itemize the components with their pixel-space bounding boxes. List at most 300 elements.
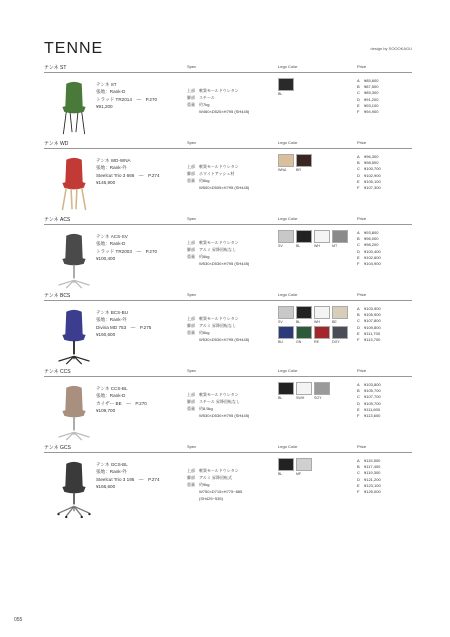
spec-row xyxy=(187,315,249,322)
product-info-line: テンネ WD-WNA xyxy=(96,158,131,163)
price-grade: C xyxy=(357,470,360,476)
swatch-label: BR xyxy=(296,168,301,172)
price-grade: B xyxy=(357,464,360,470)
price-grade: C xyxy=(357,394,360,400)
spec-key: 重量 xyxy=(187,178,195,183)
price-grade: A xyxy=(357,230,360,235)
price-grade: B xyxy=(357,160,360,166)
price-grade: C xyxy=(357,90,360,96)
price-value: ¥94,900 xyxy=(364,109,379,115)
color-swatch xyxy=(314,306,330,319)
swatch-label: SV xyxy=(278,320,283,324)
swatch-label: BL xyxy=(296,320,301,324)
price-list xyxy=(357,78,378,115)
price-value: ¥98,200 xyxy=(364,242,379,248)
spec-header: Spec xyxy=(187,140,197,145)
price-list xyxy=(357,458,381,495)
product-info xyxy=(96,385,147,415)
spec-row xyxy=(187,467,242,474)
price-grade: B xyxy=(357,236,360,242)
spec-key: 重量 xyxy=(187,330,195,335)
spec-value: W460×D525×H795 (SH445) xyxy=(199,109,250,114)
product-info-line: ¥109,700 xyxy=(96,408,116,414)
color-swatch xyxy=(278,230,294,243)
lego-color-header: Lego Color xyxy=(278,64,298,69)
chair-back xyxy=(65,462,82,489)
chair-seat xyxy=(62,257,85,265)
price-grade: D xyxy=(357,476,360,482)
price-grade: A xyxy=(357,154,360,159)
product-section xyxy=(44,64,412,142)
spec-value: ホワイトアッシュ材 xyxy=(199,171,235,176)
spec-key: 上部 xyxy=(187,316,195,321)
spec-key: 脚部 xyxy=(187,323,195,328)
price-value: ¥87,500 xyxy=(364,84,379,90)
spec-row xyxy=(187,495,242,502)
price-grade: F xyxy=(357,109,360,115)
chair-leg xyxy=(76,113,78,132)
product-info xyxy=(96,81,157,111)
section-title: テンネ CCS xyxy=(44,369,71,375)
spec-value: 約6kg xyxy=(199,178,210,183)
price-grade: B xyxy=(357,84,360,90)
section-title: テンネ ACS xyxy=(44,217,71,223)
product-info-line: Divina MD 753 — P.275 xyxy=(96,324,152,330)
column-rule xyxy=(187,148,271,149)
spec-header: Spec xyxy=(187,216,197,221)
price-value: ¥107,300 xyxy=(364,185,381,191)
price-value: ¥121,200 xyxy=(364,476,381,482)
price-value: ¥103,800 xyxy=(364,382,381,387)
spec-value: (SH425~535) xyxy=(199,496,223,501)
color-swatch xyxy=(296,326,312,339)
spec-row xyxy=(187,481,242,488)
spec-row xyxy=(187,488,242,495)
color-swatch xyxy=(296,154,312,167)
chair-back xyxy=(65,310,82,337)
chair-back xyxy=(65,234,82,261)
price-grade: A xyxy=(357,78,360,83)
swatch-label: SWH xyxy=(296,396,305,400)
price-value: ¥104,900 xyxy=(364,261,381,267)
chair-leg xyxy=(63,112,66,134)
lego-color-header: Lego Color xyxy=(278,444,298,449)
spec-key: 重量 xyxy=(187,406,195,411)
product-info-line: トラッド TR2003 — P.270 xyxy=(96,248,158,254)
spec-value: 軟質モールドウレタン xyxy=(199,240,239,245)
column-rule xyxy=(187,300,271,301)
product-info-line: 張地：Rank-外 xyxy=(96,165,127,171)
product-info-line: 張地：Rank-外 xyxy=(96,469,127,475)
price-grade: C xyxy=(357,242,360,248)
column-rule xyxy=(357,300,412,301)
chair-caster xyxy=(81,516,83,518)
spec-key: 重量 xyxy=(187,102,195,107)
chair-caster xyxy=(88,513,90,515)
product-info-line: カイザー BE — P.270 xyxy=(96,400,147,406)
spec-key: 重量 xyxy=(187,482,195,487)
price-value: ¥111,700 xyxy=(364,330,381,336)
spec-list xyxy=(187,163,249,191)
price-grade: F xyxy=(357,413,360,419)
price-grade: C xyxy=(357,318,360,324)
price-value: ¥109,700 xyxy=(364,400,381,406)
price-value: ¥89,300 xyxy=(364,90,379,96)
price-header: Price xyxy=(357,444,367,449)
chair-leg xyxy=(82,188,86,210)
price-grade: E xyxy=(357,102,360,108)
chair-leg xyxy=(62,188,66,210)
spec-list xyxy=(187,467,242,502)
price-value: ¥115,500 xyxy=(364,458,381,463)
price-value: ¥93,800 xyxy=(364,230,379,235)
column-rule xyxy=(357,148,412,149)
section-title: テンネ GCS xyxy=(44,445,71,451)
price-row xyxy=(357,185,381,191)
price-grade: A xyxy=(357,382,360,387)
column-rule xyxy=(278,72,352,73)
spec-key: 上部 xyxy=(187,164,195,169)
swatch-label: SGY xyxy=(314,396,322,400)
price-value: ¥107,700 xyxy=(364,394,381,400)
spec-key: 脚部 xyxy=(187,475,195,480)
price-grade: F xyxy=(357,185,360,191)
spec-value: アルミ 昇降回転なし xyxy=(199,323,236,328)
swatch-label: BL xyxy=(278,396,283,400)
spec-key: 重量 xyxy=(187,254,195,259)
price-row xyxy=(357,413,381,419)
color-swatch xyxy=(296,306,312,319)
spec-row xyxy=(187,405,249,412)
spec-row xyxy=(187,322,249,329)
price-row xyxy=(357,261,381,267)
price-value: ¥102,600 xyxy=(364,254,381,260)
swatch-label: BL xyxy=(278,472,283,476)
spec-row xyxy=(187,336,249,343)
spec-value: W750×D715×H775~885 xyxy=(199,489,243,494)
price-value: ¥111,600 xyxy=(364,406,381,412)
price-grade: E xyxy=(357,254,360,260)
price-grade: E xyxy=(357,178,360,184)
product-info-line: Steelcut Trio 3 666 — P.274 xyxy=(96,172,160,178)
price-grade: D xyxy=(357,324,360,330)
color-swatch xyxy=(314,382,330,395)
color-swatch xyxy=(332,230,348,243)
lego-color-header: Lego Color xyxy=(278,216,298,221)
column-rule xyxy=(187,72,271,73)
spec-value: アルミ 昇降回転なし xyxy=(199,247,236,252)
price-row xyxy=(357,109,378,115)
spec-row xyxy=(187,184,249,191)
spec-value: W530×D530×H795 (SH445) xyxy=(199,413,250,418)
spec-key: 脚部 xyxy=(187,399,195,404)
swatch-label: BL xyxy=(296,244,301,248)
spec-value: スチール xyxy=(199,95,215,100)
chair-illustration xyxy=(54,458,94,518)
price-grade: E xyxy=(357,330,360,336)
price-grade: D xyxy=(357,248,360,254)
spec-value: 軟質モールドウレタン xyxy=(199,392,239,397)
price-value: ¥91,200 xyxy=(364,96,379,102)
color-swatch xyxy=(296,230,312,243)
product-info-line: トラッド TR2014 — P.270 xyxy=(96,96,158,102)
chair-caster xyxy=(57,513,59,515)
price-grade: F xyxy=(357,489,360,495)
spec-row xyxy=(187,163,249,170)
spec-row xyxy=(187,246,249,253)
spec-value: 約6kg xyxy=(199,254,210,259)
spec-key: 脚部 xyxy=(187,247,195,252)
swatch-label: SV xyxy=(278,244,283,248)
chair-illustration xyxy=(54,306,94,366)
spec-row xyxy=(187,87,249,94)
chair-leg xyxy=(71,189,72,209)
spec-row xyxy=(187,239,249,246)
spec-list xyxy=(187,391,249,419)
price-value: ¥117,400 xyxy=(364,464,381,470)
chair-back xyxy=(65,386,82,413)
section-title: テンネ ST xyxy=(44,65,67,71)
designer-credit: design by SOOOKAGU xyxy=(370,46,412,51)
product-info-line: テンネ GCS-BL xyxy=(96,462,128,467)
chair-leg xyxy=(70,113,72,132)
chair-leg xyxy=(82,112,85,134)
price-value: ¥93,100 xyxy=(364,102,379,108)
price-header: Price xyxy=(357,368,367,373)
price-grade: A xyxy=(357,458,360,463)
spec-row xyxy=(187,170,249,177)
price-grade: D xyxy=(357,172,360,178)
spec-list xyxy=(187,87,249,115)
color-swatch xyxy=(278,306,294,319)
spec-value: W530×D530×H795 (SH445) xyxy=(199,337,250,342)
spec-key: 上部 xyxy=(187,88,195,93)
swatch-label: BL xyxy=(278,92,283,96)
column-rule xyxy=(278,452,352,453)
product-info-line: テンネ ST xyxy=(96,82,117,87)
spec-row xyxy=(187,412,249,419)
price-list xyxy=(357,154,381,191)
column-rule xyxy=(187,452,271,453)
spec-key: 上部 xyxy=(187,392,195,397)
chair-leg xyxy=(76,189,77,209)
spec-row xyxy=(187,329,249,336)
color-swatch xyxy=(278,326,294,339)
product-info-line: ¥160,600 xyxy=(96,332,116,338)
swatch-label: BU xyxy=(278,340,283,344)
color-swatch xyxy=(314,326,330,339)
price-grade: D xyxy=(357,400,360,406)
product-info-line: ¥146,900 xyxy=(96,180,116,186)
product-section xyxy=(44,368,412,446)
spec-value: 約9kg xyxy=(199,482,210,487)
spec-value: 約6kg xyxy=(199,330,210,335)
swatch-label: MT xyxy=(332,244,338,248)
product-info-line: 張地：Rank-D xyxy=(96,241,126,247)
chair-seat xyxy=(62,409,85,417)
price-value: ¥105,900 xyxy=(364,312,381,318)
spec-key: 脚部 xyxy=(187,171,195,176)
price-value: ¥107,800 xyxy=(364,318,381,324)
chair-column xyxy=(73,417,75,431)
color-swatch xyxy=(332,326,348,339)
swatch-label: BE xyxy=(332,320,337,324)
price-value: ¥105,100 xyxy=(364,178,381,184)
product-info xyxy=(96,233,157,263)
swatch-label: RE xyxy=(314,340,319,344)
spec-value: W500×D505×H795 (SH445) xyxy=(199,185,250,190)
product-section xyxy=(44,444,412,522)
product-info-line: ¥166,600 xyxy=(96,484,116,490)
product-section xyxy=(44,216,412,294)
price-value: ¥109,800 xyxy=(364,324,381,330)
lego-color-header: Lego Color xyxy=(278,292,298,297)
swatch-label: MF xyxy=(296,472,302,476)
chair-column xyxy=(73,493,75,505)
chair-illustration xyxy=(54,230,94,290)
price-value: ¥100,400 xyxy=(364,248,381,254)
price-grade: F xyxy=(357,261,360,267)
chair-caster xyxy=(65,516,67,518)
column-rule xyxy=(357,452,412,453)
chair-column xyxy=(73,341,75,355)
color-swatch xyxy=(278,458,294,471)
color-swatch xyxy=(332,306,348,319)
price-grade: A xyxy=(357,306,360,311)
product-info-line: 張地：Rank-外 xyxy=(96,317,127,323)
product-section xyxy=(44,292,412,370)
color-swatch xyxy=(296,458,312,471)
spec-header: Spec xyxy=(187,368,197,373)
product-info-line: 張地：Rank-D xyxy=(96,393,126,399)
price-grade: E xyxy=(357,406,360,412)
column-rule xyxy=(278,300,352,301)
spec-row xyxy=(187,398,249,405)
color-swatch xyxy=(296,382,312,395)
column-rule xyxy=(357,72,412,73)
price-list xyxy=(357,306,381,343)
product-info xyxy=(96,461,160,491)
spec-value: 軟質モールドウレタン xyxy=(199,468,239,473)
product-info xyxy=(96,157,160,187)
price-value: ¥123,100 xyxy=(364,482,381,488)
chair-illustration xyxy=(54,382,94,442)
swatch-label: WH xyxy=(314,320,320,324)
chair-seat xyxy=(62,485,85,493)
spec-row xyxy=(187,177,249,184)
section-title: テンネ WD xyxy=(44,141,69,147)
chair-back xyxy=(65,158,82,185)
price-value: ¥96,300 xyxy=(364,154,379,159)
section-title: テンネ BCS xyxy=(44,293,71,299)
spec-value: アルミ 昇降回転式 xyxy=(199,475,232,480)
price-grade: B xyxy=(357,312,360,318)
swatch-label: WNA xyxy=(278,168,287,172)
price-row xyxy=(357,489,381,495)
spec-row xyxy=(187,260,249,267)
price-value: ¥98,500 xyxy=(364,160,379,166)
price-value: ¥105,700 xyxy=(364,388,381,394)
chair-column xyxy=(73,265,75,279)
product-section xyxy=(44,140,412,218)
product-info-line: テンネ ACS-SV xyxy=(96,234,128,239)
price-grade: B xyxy=(357,388,360,394)
lego-color-header: Lego Color xyxy=(278,368,298,373)
spec-key: 上部 xyxy=(187,468,195,473)
price-value: ¥113,700 xyxy=(364,337,381,343)
swatch-label: GN xyxy=(296,340,302,344)
price-value: ¥119,300 xyxy=(364,470,381,476)
spec-value: 軟質モールドウレタン xyxy=(199,164,239,169)
price-header: Price xyxy=(357,140,367,145)
product-info-line: テンネ BCS-BU xyxy=(96,310,129,315)
product-info xyxy=(96,309,151,339)
column-rule xyxy=(187,224,271,225)
spec-value: 約7kg xyxy=(199,102,210,107)
spec-key: 上部 xyxy=(187,240,195,245)
color-swatch xyxy=(278,78,294,91)
spec-row xyxy=(187,94,249,101)
price-grade: F xyxy=(357,337,360,343)
price-value: ¥113,600 xyxy=(364,413,381,419)
lego-color-header: Lego Color xyxy=(278,140,298,145)
spec-row xyxy=(187,101,249,108)
column-rule xyxy=(278,224,352,225)
spec-list xyxy=(187,239,249,267)
spec-header: Spec xyxy=(187,444,197,449)
spec-header: Spec xyxy=(187,292,197,297)
price-list xyxy=(357,382,381,419)
price-list xyxy=(357,230,381,267)
product-info-line: 張地：Rank-D xyxy=(96,89,126,95)
price-value: ¥103,900 xyxy=(364,306,381,311)
color-swatch xyxy=(278,382,294,395)
chair-seat xyxy=(62,333,85,341)
swatch-label: DGY xyxy=(332,340,340,344)
color-swatch xyxy=(278,154,294,167)
spec-value: 約8.5kg xyxy=(199,406,213,411)
product-info-line: テンネ CCS-BL xyxy=(96,386,128,391)
spec-value: 軟質モールドウレタン xyxy=(199,316,239,321)
spec-row xyxy=(187,108,249,115)
product-info-line: ¥100,400 xyxy=(96,256,116,262)
price-grade: C xyxy=(357,166,360,172)
page-number: 055 xyxy=(14,617,23,623)
column-rule xyxy=(278,148,352,149)
price-value: ¥85,600 xyxy=(364,78,379,83)
spec-key: 脚部 xyxy=(187,95,195,100)
spec-header: Spec xyxy=(187,64,197,69)
spec-list xyxy=(187,315,249,343)
price-value: ¥100,700 xyxy=(364,166,381,172)
column-rule xyxy=(357,224,412,225)
chair-illustration xyxy=(54,78,94,138)
price-header: Price xyxy=(357,64,367,69)
price-grade: D xyxy=(357,96,360,102)
spec-value: W530×D530×H795 (SH445) xyxy=(199,261,250,266)
price-value: ¥125,000 xyxy=(364,489,381,495)
price-header: Price xyxy=(357,292,367,297)
swatch-label: WH xyxy=(314,244,320,248)
product-info-line: Steelcut Trio 3 195 — P.274 xyxy=(96,476,160,482)
chair-back xyxy=(65,82,82,109)
spec-row xyxy=(187,391,249,398)
chair-illustration xyxy=(54,154,94,214)
price-grade: E xyxy=(357,482,360,488)
color-swatch xyxy=(314,230,330,243)
price-row xyxy=(357,337,381,343)
price-value: ¥96,000 xyxy=(364,236,379,242)
